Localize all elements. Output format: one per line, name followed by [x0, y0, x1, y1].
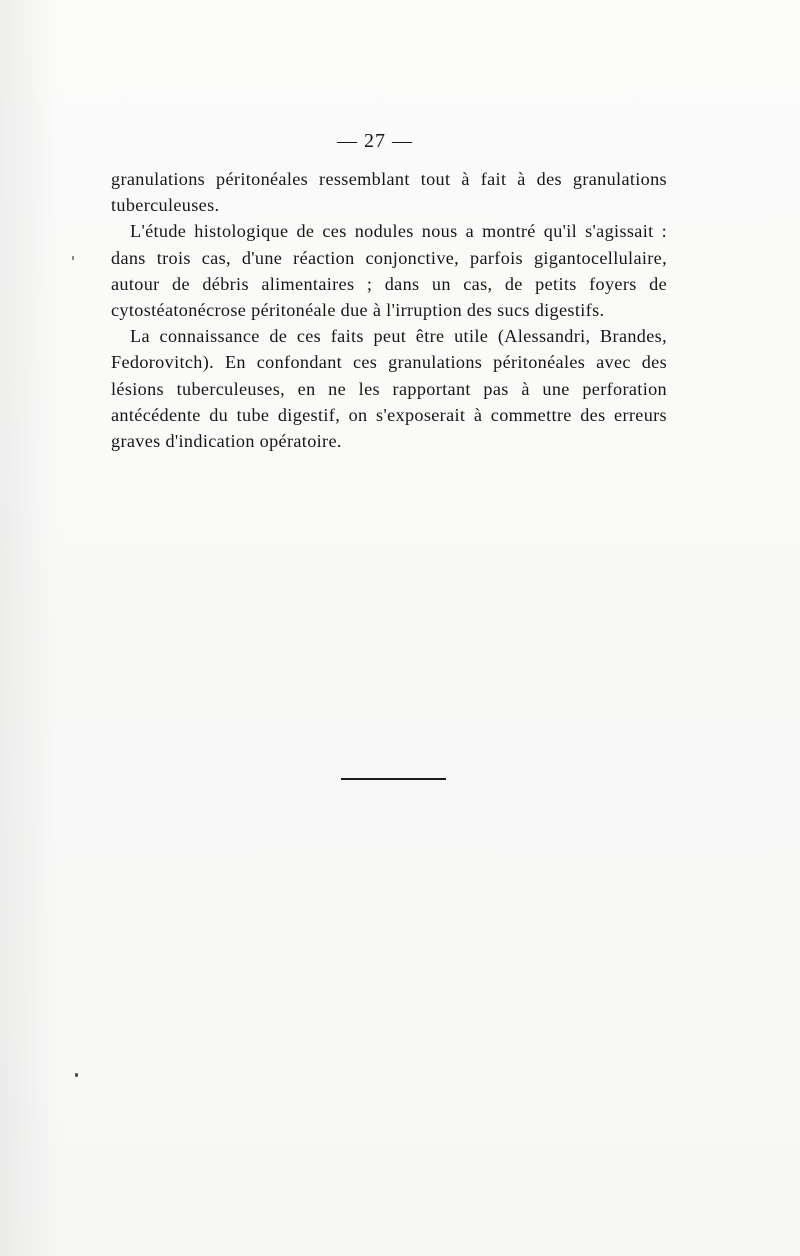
scan-mark — [72, 256, 74, 260]
body-text — [111, 166, 667, 454]
section-end-rule — [341, 778, 446, 780]
paragraph-continuation: granulations péritonéales ressemblant tout à fait à des granulations tuberculeuses. — [111, 169, 667, 216]
page-number: — 27 — — [337, 130, 413, 152]
paragraph-histology: L'étude histologique de ces nodules nous a montré qu'il s'agissait : dans trois cas, d'une réaction conjonctive, parfois gigantocellulaire, autour de débris alimentaires ; dans un cas, de petits foyers de cytostéatonécrose péritonéale due à l'irruption des sucs digestifs. — [111, 221, 667, 321]
paragraph-conclusion: La connaissance de ces faits peut être utile (Alessandri, Brandes, Fedorovitch). En confondant ces granulations péritonéales avec des lésions tuberculeuses, en ne les rapportant pas à une perforation antécédente du tube digestif, on s'exposerait à commettre des erreurs graves d'indication opératoire. — [111, 326, 667, 452]
scan-speck — [75, 1073, 78, 1077]
